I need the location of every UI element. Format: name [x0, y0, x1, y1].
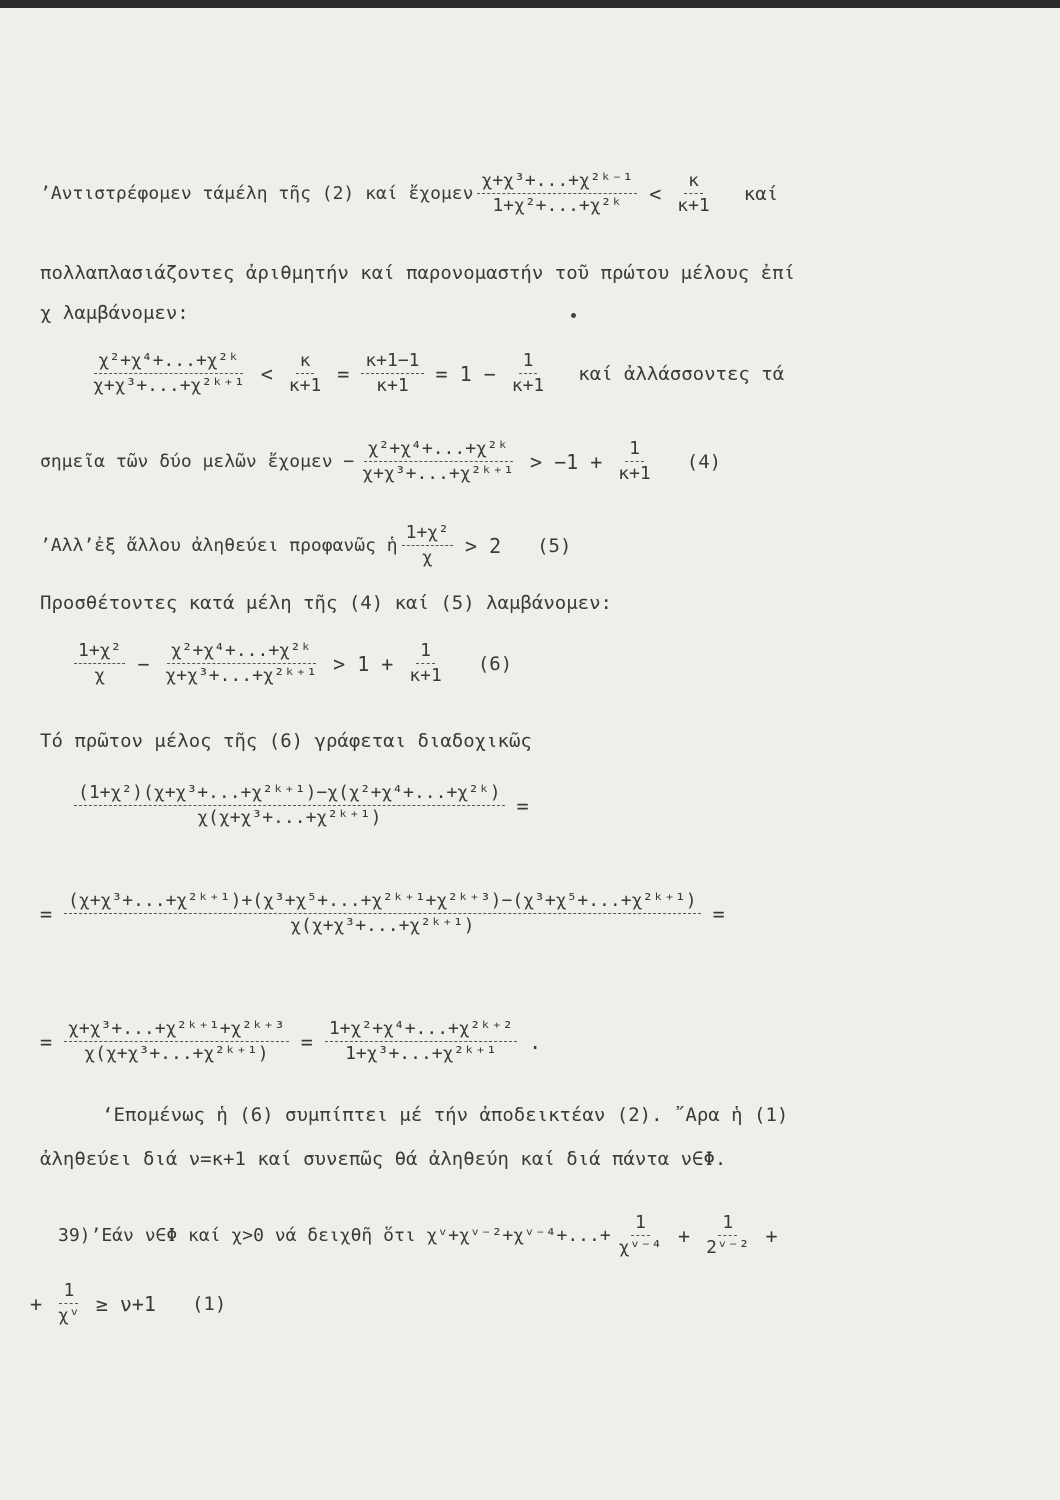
line-11-equals: =: [712, 901, 725, 926]
line-16: [22, 1280, 226, 1327]
line-10-fraction: [74, 782, 505, 829]
line-10: [70, 782, 537, 829]
line-10-equals: =: [516, 793, 529, 818]
line-11-denominator: χ(χ+χ³+...+χ²ᵏ⁺¹): [290, 915, 475, 936]
line-15-tail: +: [765, 1223, 778, 1248]
line-13: ‘Επομένως ἡ (6) συμπίπτει μέ τήν ἀποδεικτέαν (2). ῎Αρα ἡ (1): [102, 1104, 789, 1126]
line-8-f3-numerator: 1: [416, 640, 435, 664]
line-4-f4-numerator: 1: [519, 350, 538, 374]
line-8-f3-denominator: κ+1: [409, 665, 442, 686]
line-1-relation: <: [649, 181, 662, 206]
line-12-equals: =: [300, 1029, 313, 1054]
equation-tag-5: (5): [537, 534, 572, 557]
line-1: [40, 170, 778, 217]
line-15-fraction-1: [615, 1212, 666, 1259]
line-1-fraction-numerator: χ+χ³+...+χ²ᵏ⁻¹: [477, 170, 637, 194]
line-4-relation: <: [260, 361, 273, 386]
line-4-fraction-2: [285, 350, 326, 397]
line-4-f2-denominator: κ+1: [288, 375, 322, 396]
line-1-fraction: [477, 170, 637, 217]
line-8-fraction-1: [74, 640, 125, 687]
line-12-f2-numerator: 1+χ²+χ⁴+...+χ²ᵏ⁺²: [325, 1018, 517, 1042]
line-8-fraction-3: [405, 640, 446, 687]
line-8-fraction-2: [161, 640, 321, 687]
line-12-fraction-2: [325, 1018, 517, 1065]
line-4-tail: καί ἀλλάσσοντες τά: [578, 362, 785, 385]
equation-tag-4: (4): [686, 450, 722, 473]
line-5-f-numerator: χ²+χ⁴+...+χ²ᵏ: [364, 438, 513, 462]
line-6-f-numerator: 1+χ²: [402, 522, 453, 546]
line-15-f1-numerator: 1: [631, 1212, 650, 1236]
line-8-f2-denominator: χ+χ³+...+χ²ᵏ⁺¹: [165, 665, 318, 686]
line-11-numerator: (χ+χ³+...+χ²ᵏ⁺¹)+(χ³+χ⁵+...+χ²ᵏ⁺¹+χ²ᵏ⁺³)−(χ³+χ⁵+...+χ²ᵏ⁺¹): [64, 890, 701, 914]
line-12: [32, 1018, 549, 1065]
line-11-fraction: [64, 890, 701, 937]
line-10-denominator: χ(χ+χ³+...+χ²ᵏ⁺¹): [197, 807, 382, 828]
line-4-fraction-4: [508, 350, 549, 397]
line-4-fraction-1: [89, 350, 249, 397]
line-1-text: ’Αντιστρέφομεν τάμέλη τῆς (2) καί ἔχομεν: [40, 183, 474, 204]
line-8: [70, 640, 512, 687]
line-15-f2-numerator: 1: [718, 1212, 737, 1236]
line-12-period: .: [529, 1029, 542, 1054]
line-6-text: ’Αλλ’ἐξ ἄλλου ἀληθεύει προφανῶς ἡ: [40, 535, 398, 556]
line-6-fraction: [402, 522, 453, 569]
line-5-text: σημεῖα τῶν δύο μελῶν ἔχομεν −: [40, 451, 355, 472]
line-15-f1-denominator: χᵛ⁻⁴: [618, 1237, 663, 1258]
line-11-lead: =: [40, 901, 53, 926]
line-1-rhs-denominator: κ+1: [677, 195, 710, 216]
line-3: χ λαμβάνομεν:: [40, 302, 189, 324]
line-16-lead: +: [30, 1291, 43, 1316]
line-15: [58, 1212, 786, 1259]
line-1-fraction-denominator: 1+χ²+...+χ²ᵏ: [492, 195, 623, 216]
line-4-equals-2: = 1 −: [435, 361, 496, 386]
line-4-f3-numerator: κ+1−1: [361, 350, 423, 374]
line-8-f1-denominator: χ: [94, 665, 106, 686]
line-5-f2-denominator: κ+1: [618, 463, 651, 484]
line-11: [32, 890, 733, 937]
line-1-rhs-numerator: κ: [684, 170, 703, 194]
line-12-f2-denominator: 1+χ³+...+χ²ᵏ⁺¹: [345, 1043, 497, 1064]
line-14: ἀληθεύει διά ν=κ+1 καί συνεπῶς θά ἀληθεύη καί διά πάντα ν∈Φ.: [40, 1148, 727, 1170]
equation-tag-1: (1): [191, 1292, 227, 1315]
equation-tag-6: (6): [477, 652, 513, 675]
line-4-f1-denominator: χ+χ³+...+χ²ᵏ⁺¹: [93, 375, 245, 396]
line-8-f1-numerator: 1+χ²: [74, 640, 125, 664]
line-15-plus: +: [678, 1223, 691, 1248]
line-2: πολλαπλασιάζοντες ἀριθμητήν καί παρονομαστήν τοῦ πρώτου μέλους ἐπί: [40, 262, 795, 284]
line-5-fraction-2: [614, 438, 655, 485]
line-4-f3-denominator: κ+1: [376, 375, 409, 396]
line-8-minus: −: [137, 651, 150, 676]
line-15-text: 39)’Εάν ν∈Φ καί χ>0 νά δειχθῆ ὅτι χᵛ+χᵛ⁻²+χᵛ⁻⁴+...+: [58, 1225, 611, 1246]
line-1-tail: καί: [743, 182, 779, 205]
line-12-f1-denominator: χ(χ+χ³+...+χ²ᵏ⁺¹): [84, 1043, 269, 1064]
line-5-f-denominator: χ+χ³+...+χ²ᵏ⁺¹: [362, 463, 514, 484]
line-12-f1-numerator: χ+χ³+...+χ²ᵏ⁺¹+χ²ᵏ⁺³: [64, 1018, 289, 1042]
line-4-f2-numerator: κ: [296, 350, 315, 374]
line-16-fraction: [54, 1280, 84, 1327]
line-7: Προσθέτοντες κατά μέλη τῆς (4) καί (5) λαμβάνομεν:: [40, 592, 612, 614]
line-4-f4-denominator: κ+1: [511, 375, 545, 396]
line-5-f2-numerator: 1: [625, 438, 644, 462]
line-5: [40, 438, 721, 485]
line-5-fraction: [358, 438, 518, 485]
ink-dot: [571, 313, 576, 318]
line-6-f-denominator: χ: [421, 547, 433, 568]
line-6: [40, 522, 571, 569]
line-8-relation: > 1 +: [333, 651, 394, 676]
line-1-rhs-fraction: [673, 170, 714, 217]
line-12-fraction-1: [64, 1018, 289, 1065]
line-8-f2-numerator: χ²+χ⁴+...+χ²ᵏ: [167, 640, 316, 664]
line-16-f-numerator: 1: [59, 1280, 78, 1304]
line-16-relation: ≥ ν+1: [95, 1291, 156, 1316]
line-12-lead: =: [40, 1029, 53, 1054]
line-4-equals-1: =: [337, 361, 350, 386]
line-4: [85, 350, 784, 397]
line-5-relation: > −1 +: [530, 449, 603, 474]
line-4-f1-numerator: χ²+χ⁴+...+χ²ᵏ: [94, 350, 243, 374]
line-10-numerator: (1+χ²)(χ+χ³+...+χ²ᵏ⁺¹)−χ(χ²+χ⁴+...+χ²ᵏ): [74, 782, 505, 806]
line-6-relation: > 2: [464, 533, 502, 558]
line-9: Τό πρῶτον μέλος τῆς (6) γράφεται διαδοχικῶς: [40, 730, 532, 752]
line-16-f-denominator: χᵛ: [58, 1305, 80, 1326]
line-15-f2-denominator: 2ᵛ⁻²: [706, 1237, 750, 1258]
line-15-fraction-2: [702, 1212, 753, 1259]
line-4-fraction-3: [361, 350, 423, 397]
